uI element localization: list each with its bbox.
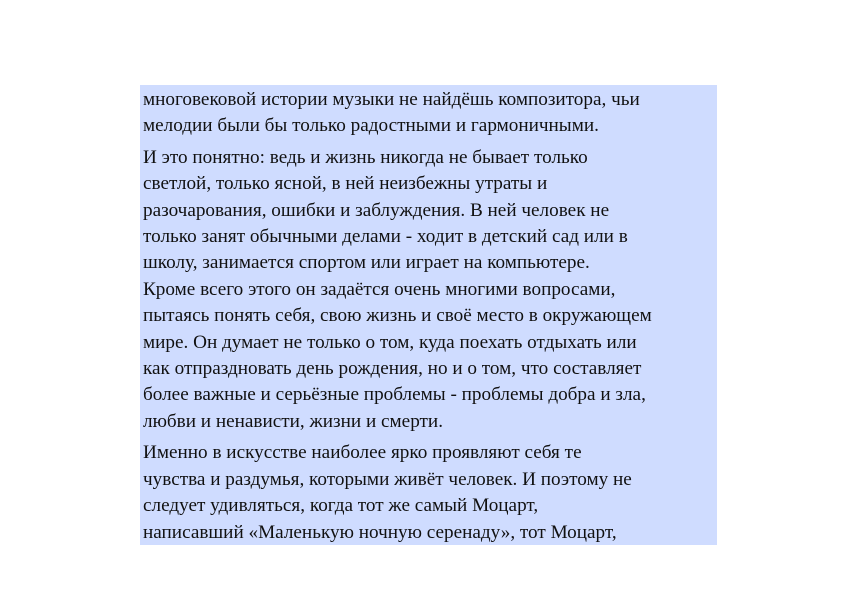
text-line: светлой, только ясной, в ней неизбежны утраты и — [143, 173, 548, 195]
text-line: только занят обычными делами - ходит в детский сад или в — [143, 226, 628, 248]
paragraph-1 — [143, 87, 717, 140]
text-line: любви и ненависти, жизни и смерти. — [143, 410, 443, 432]
text-line: мире. Он думает не только о том, куда поехать отдыхать или — [143, 331, 637, 353]
paragraph-3 — [143, 440, 717, 545]
text-line: мелодии были бы только радостными и гармоничными. — [143, 115, 599, 137]
text-line: чувства и раздумья, которыми живёт человек. И поэтому не — [143, 468, 632, 490]
text-line: более важные и серьёзные проблемы - проблемы добра и зла, — [143, 384, 646, 406]
text-line: многовековой истории музыки не найдёшь композитора, чьи — [143, 89, 640, 110]
text-line: пытаясь понять себя, свою жизнь и своё место в окружающем — [143, 305, 652, 327]
text-line: И это понятно: ведь и жизнь никогда не бывает только — [143, 146, 588, 168]
text-line: следует удивляться, когда тот же самый Моцарт, — [143, 495, 539, 517]
text-line: разочарования, ошибки и заблуждения. В ней человек не — [143, 199, 610, 221]
paragraph-2 — [143, 145, 717, 435]
text-line: как отпраздновать день рождения, но и о том, что составляет — [143, 358, 642, 380]
highlighted-text-block — [140, 85, 717, 545]
text-line: школу, занимается спортом или играет на компьютере. — [143, 252, 590, 274]
text-line: Кроме всего этого он задаётся очень многими вопросами, — [143, 278, 616, 300]
text-line: Именно в искусстве наиболее ярко проявляют себя те — [143, 442, 582, 464]
text-line: написавший «Маленькую ночную серенаду», тот Моцарт, — [143, 521, 617, 543]
